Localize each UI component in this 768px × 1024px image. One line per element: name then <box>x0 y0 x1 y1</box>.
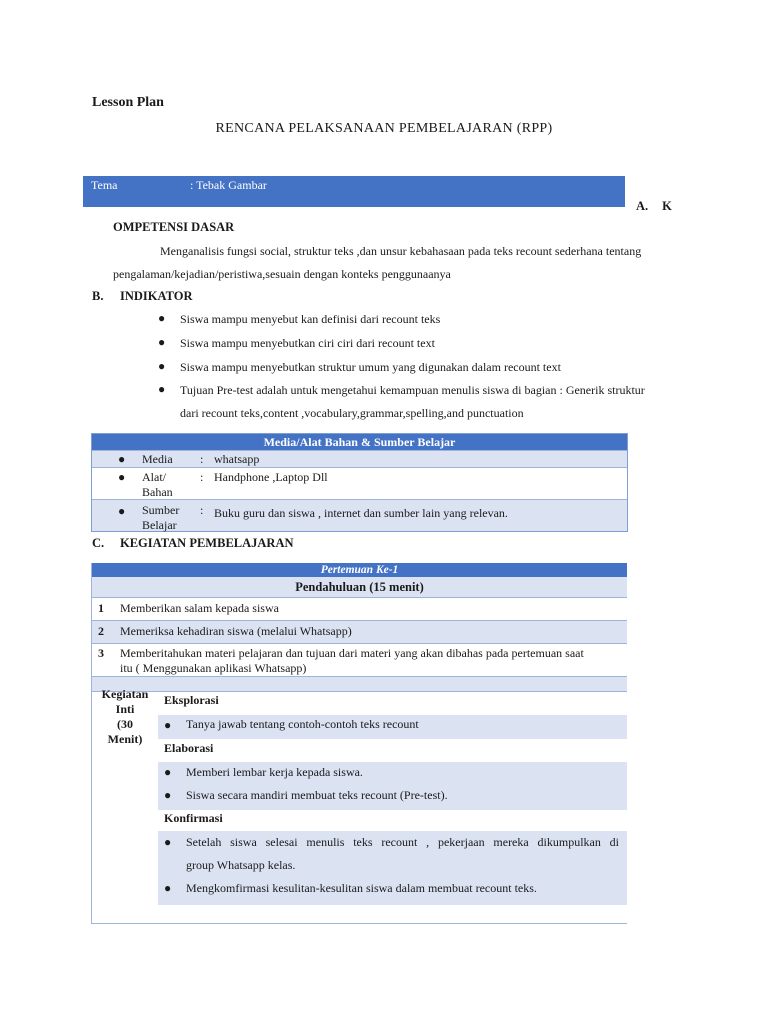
section-b-letter: B. <box>92 289 104 303</box>
indikator-item <box>158 359 561 375</box>
media-row-colon: : <box>200 452 204 466</box>
bullet-icon: ● <box>164 881 172 895</box>
row-text: Memberitahukan materi pelajaran dan tujuan dari materi yang akan dibahas pada pertemuan saat <box>120 646 584 660</box>
indikator-item <box>158 311 441 327</box>
media-row-colon: : <box>200 503 204 517</box>
rpp-title: RENCANA PELAKSANAAN PEMBELAJARAN (RPP) <box>215 121 553 136</box>
bullet-icon: ● <box>164 765 172 779</box>
bullet-icon: ● <box>158 382 166 396</box>
media-row-key: Media <box>142 452 173 466</box>
section-a-letter: A. <box>636 199 649 213</box>
eksplorasi-item: Tanya jawab tentang contoh-contoh teks recount <box>186 717 419 731</box>
indikator-text: Siswa mampu menyebutkan struktur umum yang digunakan dalam recount text <box>180 360 561 374</box>
bullet-icon: ● <box>158 335 166 349</box>
media-row-key: Alat/ <box>142 470 166 484</box>
inti-line: (30 <box>117 717 133 731</box>
media-row-key: Belajar <box>142 518 177 532</box>
inti-line: Menit) <box>107 732 143 746</box>
row-text: itu ( Menggunakan aplikasi Whatsapp) <box>120 661 307 675</box>
media-row-value: Handphone ,Laptop Dll <box>214 470 328 484</box>
section-a-text-line1: Menganalisis fungsi social, struktur teks ,dan unsur kebahasaan pada teks recount sederhana tentang <box>160 244 642 258</box>
section-a-marker <box>636 199 672 214</box>
indikator-text: Siswa mampu menyebutkan ciri ciri dari recount text <box>180 336 435 350</box>
row-text: Memberikan salam kepada siswa <box>120 601 279 615</box>
section-b-heading <box>92 289 192 304</box>
bullet-icon: ● <box>118 470 126 484</box>
indikator-text: Siswa mampu menyebut kan definisi dari recount teks <box>180 312 441 326</box>
section-a-k: K <box>662 199 672 213</box>
bullet-icon: ● <box>164 718 172 732</box>
section-a-title: OMPETENSI DASAR <box>113 220 235 234</box>
bullet-icon: ● <box>164 835 172 849</box>
bullet-icon: ● <box>164 788 172 802</box>
konfirmasi-title: Konfirmasi <box>164 811 223 825</box>
row-number: 3 <box>98 646 104 660</box>
section-c-title: KEGIATAN PEMBELAJARAN <box>120 536 294 550</box>
elaborasi-block <box>158 762 627 810</box>
media-row <box>92 450 627 467</box>
konfirmasi-item: Setelah siswa selesai menulis teks recount , pekerjaan mereka dikumpulkan di <box>186 835 619 849</box>
media-row <box>92 499 627 531</box>
media-row-key: Sumber <box>142 503 180 517</box>
media-row-colon: : <box>200 470 204 484</box>
bullet-icon: ● <box>118 452 126 466</box>
inti-line: Kegiatan <box>101 687 149 701</box>
media-row-key: Bahan <box>142 485 173 499</box>
konfirmasi-item: group Whatsapp kelas. <box>186 858 296 872</box>
pertemuan-header: Pertemuan Ke-1 <box>92 563 627 577</box>
table-row <box>92 598 627 621</box>
indikator-item <box>158 335 435 351</box>
spacer-row <box>92 677 627 692</box>
tema-bar <box>83 176 625 207</box>
section-c-heading <box>92 536 294 551</box>
bullet-icon: ● <box>118 504 126 518</box>
konfirmasi-block <box>158 831 627 905</box>
tema-value: : Tebak Gambar <box>190 178 267 192</box>
media-table <box>91 433 628 532</box>
row-number: 1 <box>98 601 104 615</box>
row-number: 2 <box>98 624 104 638</box>
eksplorasi-block <box>158 715 627 739</box>
media-row-value: whatsapp <box>214 452 260 466</box>
konfirmasi-item: Mengkomfirmasi kesulitan-kesulitan siswa dalam membuat recount teks. <box>186 881 537 895</box>
pendahuluan-header: Pendahuluan (15 menit) <box>92 577 627 598</box>
table-row <box>92 621 627 644</box>
inti-line: Inti <box>115 702 135 716</box>
bullet-icon: ● <box>158 311 166 325</box>
section-a-text-line2: pengalaman/kejadian/peristiwa,sesuain dengan konteks penggunaanya <box>113 267 451 281</box>
media-table-header: Media/Alat Bahan & Sumber Belajar <box>92 434 627 450</box>
bullet-icon: ● <box>158 359 166 373</box>
elaborasi-title: Elaborasi <box>164 741 214 755</box>
elaborasi-item: Memberi lembar kerja kepada siswa. <box>186 765 363 779</box>
kegiatan-inti-label <box>92 687 158 747</box>
media-row-value: Buku guru dan siswa , internet dan sumber lain yang relevan. <box>214 506 508 520</box>
row-text: Memeriksa kehadiran siswa (melalui Whatsapp) <box>120 624 352 638</box>
elaborasi-item: Siswa secara mandiri membuat teks recount (Pre-test). <box>186 788 448 802</box>
section-b-title: INDIKATOR <box>120 289 193 303</box>
section-c-letter: C. <box>92 536 105 550</box>
media-row <box>92 467 627 499</box>
indikator-item <box>158 382 645 398</box>
pertemuan-table <box>91 563 627 924</box>
eksplorasi-title: Eksplorasi <box>164 693 219 707</box>
tema-label: Tema <box>91 178 118 192</box>
lesson-plan-heading: Lesson Plan <box>92 95 164 110</box>
indikator-item-cont: dari recount teks,content ,vocabulary,grammar,spelling,and punctuation <box>180 406 524 420</box>
indikator-text: Tujuan Pre-test adalah untuk mengetahui kemampuan menulis siswa di bagian : Generik struktur <box>180 383 645 397</box>
table-row <box>92 644 627 677</box>
